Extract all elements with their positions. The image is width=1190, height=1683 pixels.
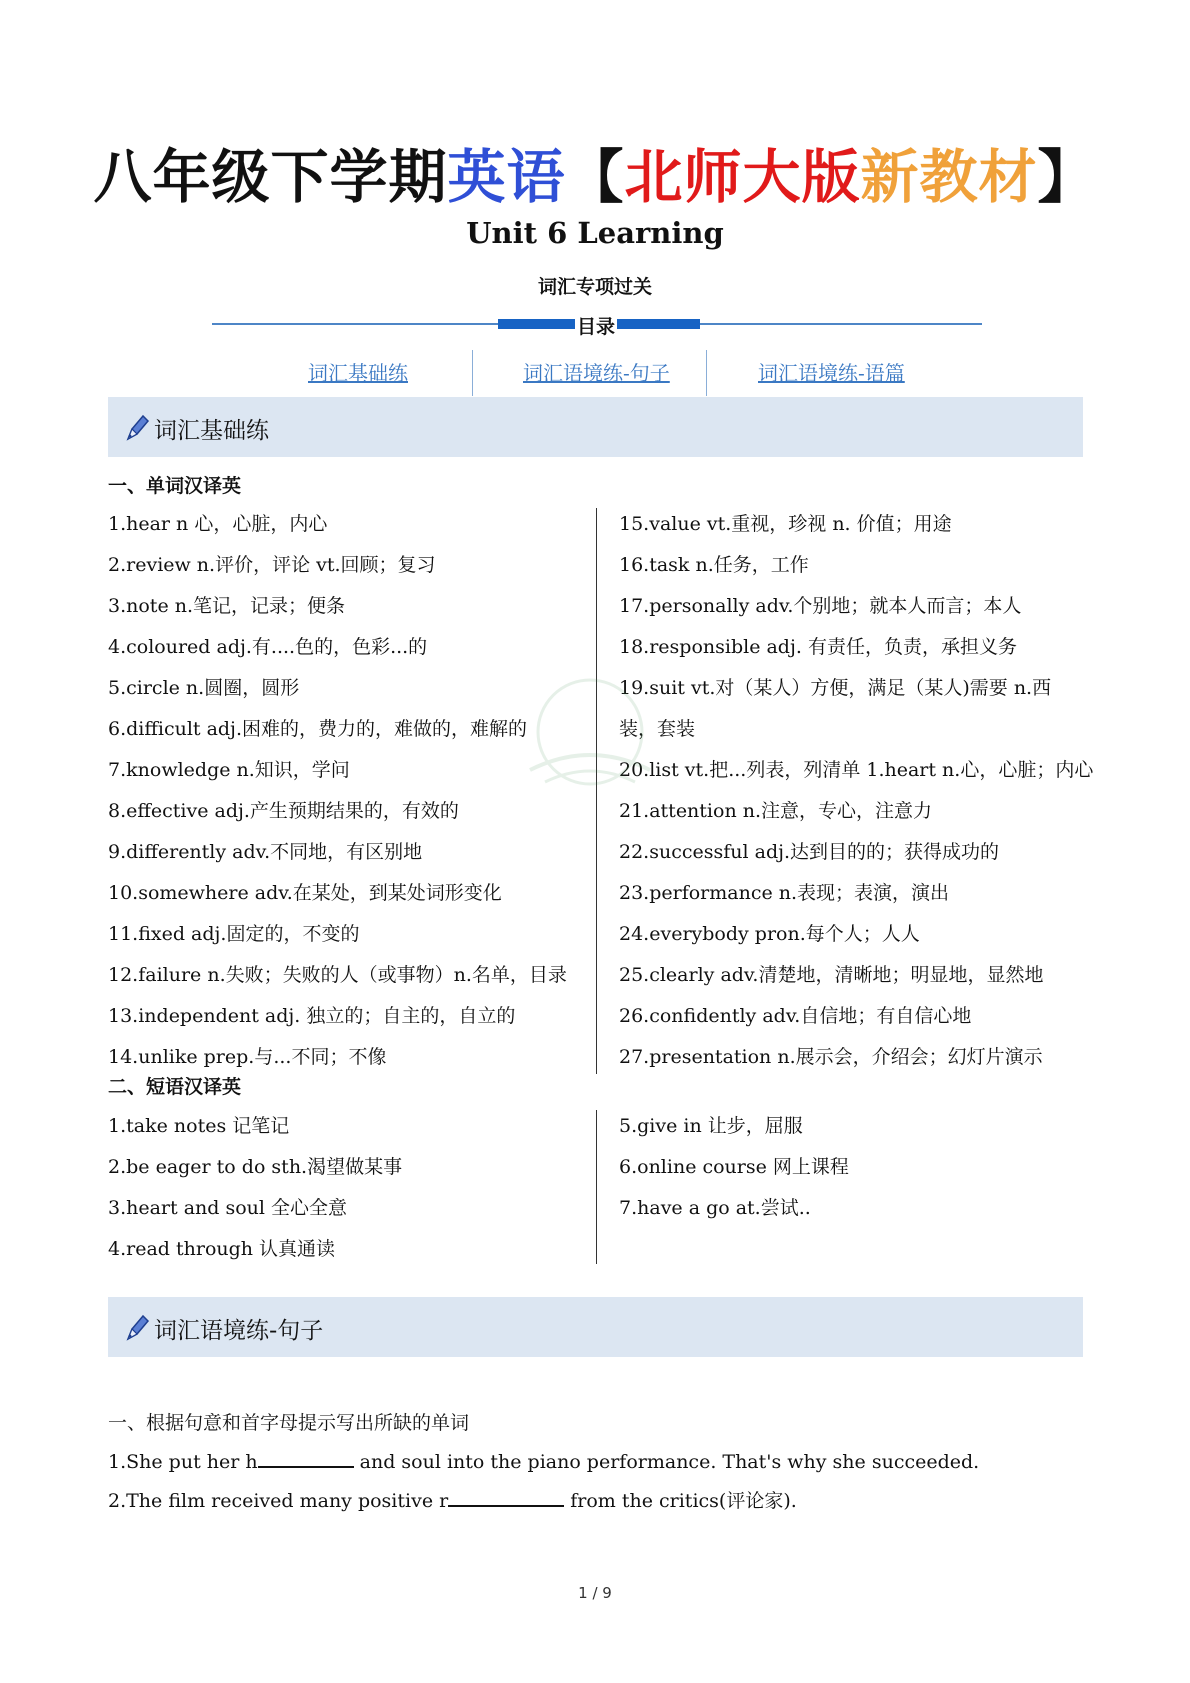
page-number: 1 / 9 [578,1584,612,1602]
title-bracket-open: 【 [565,143,625,211]
title-part-subject: 英语 [447,143,566,211]
list-item: 7.knowledge n.知识，学问 [108,759,350,781]
question-text: and soul into the piano performance. That's why she succeeded. [353,1451,980,1473]
list-item: 6.online course 网上课程 [619,1156,849,1178]
list-item: 7.have a go at.尝试.. [619,1197,811,1219]
answer-blank[interactable] [258,1448,354,1468]
part-heading-phrases: 二、短语汉译英 [108,1076,242,1098]
list-item: 8.effective adj.产生预期结果的，有效的 [108,800,459,822]
list-item: 3.note n.笔记，记录；便条 [108,595,345,617]
list-item: 17.personally adv.个别地；就本人而言；本人 [619,595,1022,617]
toc-bar-right [617,319,700,329]
pen-icon [124,1313,150,1341]
section-title: 词汇基础练 [154,418,269,444]
section-title: 词汇语境练-句子 [154,1318,324,1344]
exercise-instruction: 一、根据句意和首字母提示写出所缺的单词 [108,1412,470,1434]
question-text: 1.She put her h [108,1451,258,1473]
list-item: 15.value vt.重视，珍视 n. 价值；用途 [619,513,952,535]
answer-blank[interactable] [448,1487,564,1507]
pen-icon [124,413,150,441]
sub-title: 词汇专项过关 [537,276,652,298]
list-item: 1.take notes 记笔记 [108,1115,290,1137]
phrase-list-right [619,1106,1089,1229]
list-item: 20.list vt.把...列表，列清单 1.heart n.心，心脏；内心 [619,759,1094,781]
toc-link-sentences[interactable]: 词汇语境练-句子 [523,361,670,385]
list-item: 3.heart and soul 全心全意 [108,1197,348,1219]
part-heading-words: 一、单词汉译英 [108,475,242,497]
title-part-grade: 八年级下学期 [93,143,448,211]
list-item: 23.performance n.表现；表演，演出 [619,882,950,904]
section-band-basic [108,397,1083,457]
list-item: 5.circle n.圆圈，圆形 [108,677,300,699]
title-part-publisher: 北师大版 [624,143,861,211]
exercise-question-1 [108,1448,979,1473]
list-item: 4.read through 认真通读 [108,1238,336,1260]
section-band-sentences [108,1297,1083,1357]
list-item: 21.attention n.注意，专心，注意力 [619,800,932,822]
list-item: 16.task n.任务，工作 [619,554,809,576]
toc-separator [472,350,473,396]
question-text: 2.The film received many positive r [108,1490,449,1512]
list-item: 2.be eager to do sth.渴望做某事 [108,1156,403,1178]
watermark-logo-icon [490,670,690,800]
toc-link-passage[interactable]: 词汇语境练-语篇 [758,361,905,385]
list-item: 24.everybody pron.每个人；人人 [619,923,920,945]
toc-link-basic[interactable]: 词汇基础练 [308,361,408,385]
list-item: 27.presentation n.展示会，介绍会；幻灯片演示 [619,1046,1043,1068]
toc-divider-right [700,323,982,325]
list-item: 6.difficult adj.困难的，费力的，难做的，难解的 [108,718,527,740]
list-item: 18.responsible adj. 有责任，负责，承担义务 [619,636,1017,658]
phrase-list-left [108,1106,588,1270]
toc-separator [706,350,707,396]
list-item: 12.failure n.失败；失败的人（或事物）n.名单，目录 [108,964,567,986]
list-item: 22.successful adj.达到目的的；获得成功的 [619,841,1000,863]
document-title [0,143,1190,211]
title-bracket-close: 】 [1037,143,1097,211]
list-item: 19.suit vt.对（某人）方便，满足（某人)需要 n.西装，套装 [619,677,1052,740]
unit-title: Unit 6 Learning [466,216,724,250]
title-part-new-edition: 新教材 [860,143,1038,211]
toc-divider-left [212,323,498,325]
list-item: 5.give in 让步，屈服 [619,1115,803,1137]
list-item: 1.hear n 心，心脏，内心 [108,513,328,535]
exercise-question-2 [108,1486,797,1513]
list-item: 25.clearly adv.清楚地，清晰地；明显地，显然地 [619,964,1044,986]
list-item: 4.coloured adj.有....色的，色彩...的 [108,636,428,658]
list-item: 2.review n.评价，评论 vt.回顾；复习 [108,554,436,576]
list-item: 9.differently adv.不同地，有区别地 [108,841,423,863]
toc-label: 目录 [575,312,617,339]
question-text: from the critics(评论家). [564,1490,797,1512]
list-item: 10.somewhere adv.在某处，到某处词形变化 [108,882,502,904]
list-item: 13.independent adj. 独立的；自主的，自立的 [108,1005,516,1027]
list-item: 26.confidently adv.自信地；有自信心地 [619,1005,972,1027]
column-divider [596,1110,597,1264]
list-item: 14.unlike prep.与...不同；不像 [108,1046,387,1068]
list-item: 11.fixed adj.固定的，不变的 [108,923,360,945]
toc-bar-left [498,319,576,329]
